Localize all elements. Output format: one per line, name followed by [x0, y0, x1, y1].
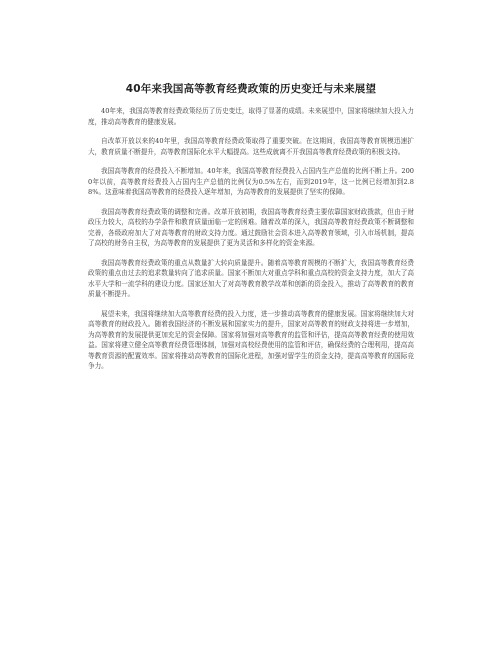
paragraph-quality-focus: 我国高等教育经费政策的重点从数量扩大转向质量提升。随着高等教育规模的不断扩大，我国高等教育经费政策的重点由过去的追求数量转向了追求质量。国家不断加大对重点学科和重点高校的资金支持力度，加大了高水平大学和一流学科的建设力度。国家还加大了对高等教育教学改革和创新的资金投入，推动了高等教育的教育质量不断提升。 [88, 258, 414, 298]
paragraph-outlook: 展望未来，我国将继续加大高等教育经费的投入力度，进一步推动高等教育的健康发展。国家将继续加大对高等教育的财政投入。随着我国经济的不断发展和国家实力的提升，国家对高等教育的财政支持将进一步增加，为高等教育的发展提供更加充足的资金保障。国家将加强对高等教育的监管和评估，提高高等教育经费的使用效益。国家将建立健全高等教育经费管理体制，加强对高校经费使用的监管和评估，确保经费的合理利用，提高高等教育资源的配置效率。国家将推动高等教育的国际化进程，加强对留学生的资金支持，提高高等教育的国际竞争力。 [88, 309, 414, 370]
paragraph-reform-overview: 自改革开放以来的40年里，我国高等教育经费政策取得了重要突破。在这期间，我国高等教育规模迅速扩大，教育质量不断提升，高等教育国际化水平大幅提高。这些成就离不开我国高等教育经费政策的积极支持。 [88, 137, 414, 156]
paragraph-funding-growth: 我国高等教育的经费投入不断增加。40年来，我国高等教育经费投入占国内生产总值的比例不断上升。2000年以前，高等教育经费投入占国内生产总值的比例仅为0.5%左右，而到2019年，这一比例已经增加到2.88%。这意味着我国高等教育的经费投入逐年增加，为高等教育的发展提供了坚实的保障。 [88, 167, 414, 196]
paragraph-policy-adjustment: 我国高等教育经费政策的调整和完善。改革开放初期，我国高等教育经费主要依靠国家财政拨款，但由于财政压力较大，高校的办学条件和教育质量面临一定的困难。随着改革的深入，我国高等教育经费政策不断调整和完善，各级政府加大了对高等教育的财政支持力度。通过鼓励社会资本进入高等教育领域，引入市场机制，提高了高校的财务自主权，为高等教育的发展提供了更为灵活和多样化的资金来源。 [88, 207, 414, 247]
document-body [88, 106, 414, 381]
document-title: 40年来我国高等教育经费政策的历史变迁与未来展望 [125, 83, 377, 95]
paragraph-intro: 40年来，我国高等教育经费政策经历了历史变迁，取得了显著的成绩。未来展望中，国家将继续加大投入力度，推动高等教育的健康发展。 [88, 107, 414, 126]
